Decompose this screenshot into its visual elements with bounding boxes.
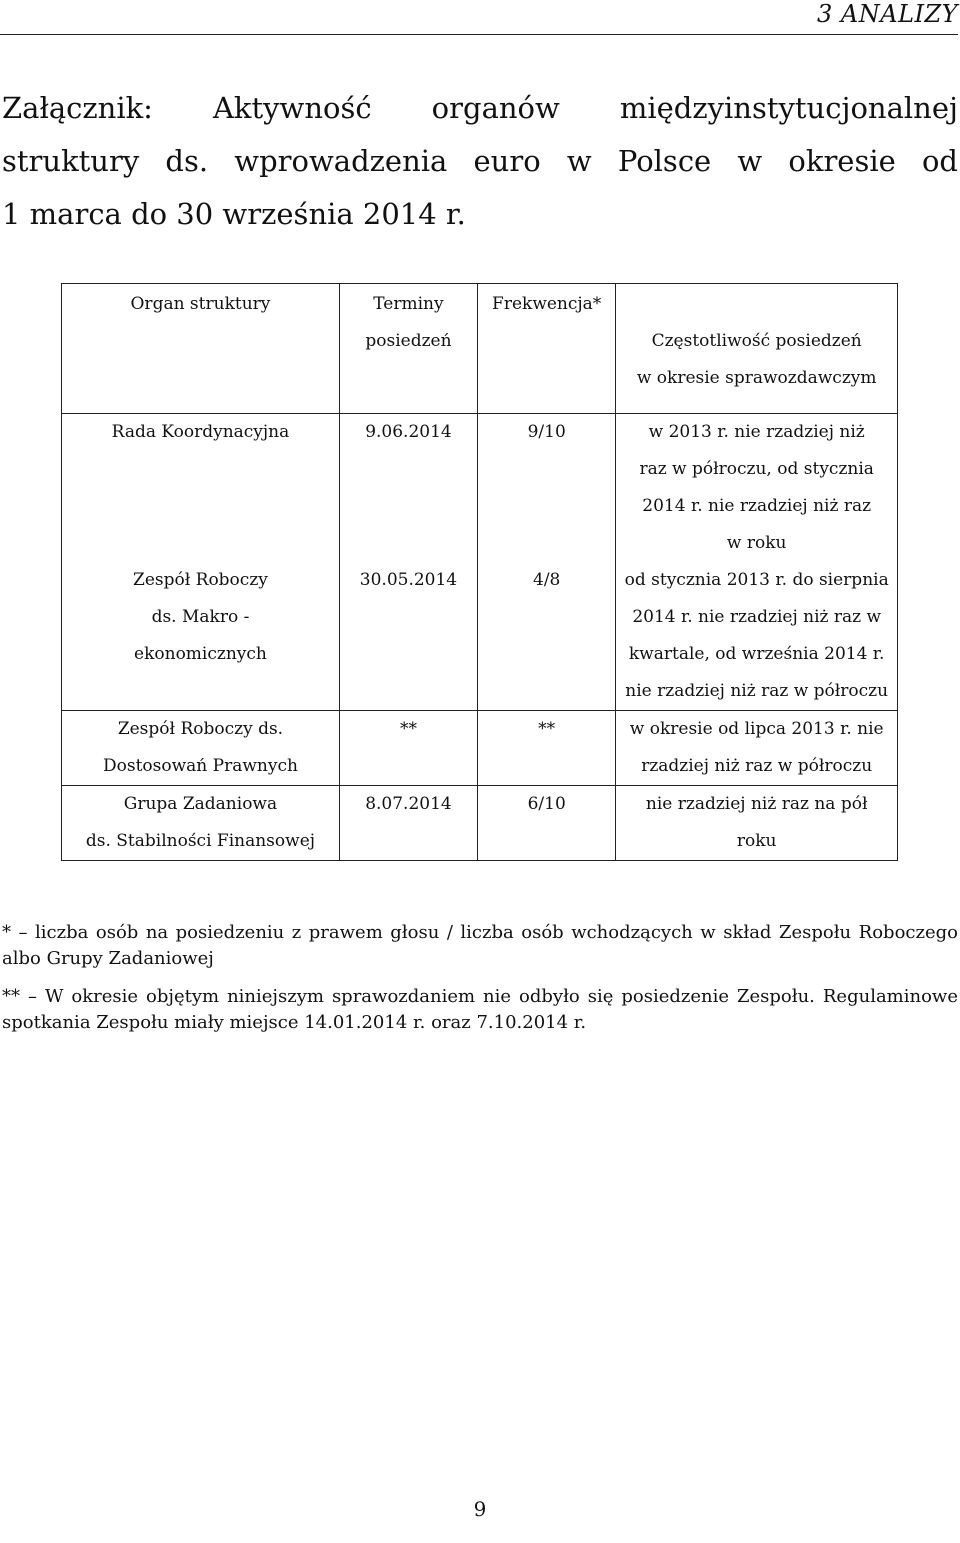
footnotes: [2, 920, 958, 1048]
dates-cell: [339, 711, 477, 786]
table-row: [62, 711, 898, 786]
table-row: [62, 414, 898, 563]
cell-line: Częstotliwość posiedzeń: [651, 331, 862, 351]
cell-line: 2014 r. nie rzadziej niż raz: [642, 496, 872, 516]
cell-line: w okresie sprawozdawczym: [636, 368, 877, 388]
header-frequency-cell: [616, 284, 898, 414]
footnote: * – liczba osób na posiedzeniu z prawem głosu / liczba osób wchodzących w skład Zespołu Roboczego albo Grupy Zadaniowej: [2, 922, 958, 969]
cell-line: w 2013 r. nie rzadziej niż: [648, 422, 865, 442]
cell-line: ekonomicznych: [134, 644, 267, 664]
cell-line: raz w półroczu, od stycznia: [639, 459, 874, 479]
cell-line: Zespół Roboczy ds.: [117, 719, 284, 739]
frequency-cell: [616, 414, 898, 563]
dates-cell: [339, 786, 477, 861]
title-line: Załącznik: Aktywność organów międzyinstytucjonalnej: [2, 91, 958, 125]
cell-line: Rada Koordynacyjna: [111, 422, 290, 442]
organ-cell: [62, 711, 340, 786]
section-title: [2, 82, 958, 241]
cell-line: ds. Stabilności Finansowej: [85, 831, 316, 851]
organ-cell: [62, 562, 340, 711]
cell-line: w okresie od lipca 2013 r. nie: [629, 719, 884, 739]
header-dates-cell: [339, 284, 477, 414]
cell-line: nie rzadziej niż raz na pół: [645, 794, 868, 814]
cell-line: posiedzeń: [365, 331, 452, 351]
cell-line: 2014 r. nie rzadziej niż raz w: [632, 607, 882, 627]
cell-line: 30.05.2014: [359, 570, 458, 590]
title-line: 1 marca do 30 września 2014 r.: [2, 197, 466, 231]
cell-line: rzadziej niż raz w półroczu: [641, 756, 873, 776]
cell-line: ds. Makro -: [151, 607, 250, 627]
cell-line: Zespół Roboczy: [133, 570, 268, 590]
page-number: 9: [473, 1497, 487, 1521]
cell-line: nie rzadziej niż raz w półroczu: [625, 681, 889, 701]
running-head: 3 ANALIZY: [817, 0, 958, 28]
attendance-cell: [478, 711, 616, 786]
organ-cell: [62, 786, 340, 861]
header-rule: [0, 34, 958, 35]
cell-line: 4/8: [533, 570, 561, 590]
activity-table: [61, 283, 898, 861]
cell-line: Frekwencja*: [492, 294, 602, 314]
cell-line: Organ struktury: [130, 294, 271, 314]
header-attendance-cell: [478, 284, 616, 414]
table-row: [62, 562, 898, 711]
frequency-cell: [616, 786, 898, 861]
cell-line: Terminy: [373, 294, 444, 314]
table-header-row: [62, 284, 898, 414]
dates-cell: [339, 414, 477, 563]
footnote: ** – W okresie objętym niniejszym sprawozdaniem nie odbyło się posiedzenie Zespołu. Regulaminowe spotkania Zespołu miały miejsce 14.01.2014 r. oraz 7.10.2014 r.: [2, 986, 958, 1033]
header-organ-cell: [62, 284, 340, 414]
cell-line: Grupa Zadaniowa: [123, 794, 278, 814]
title-line: struktury ds. wprowadzenia euro w Polsce w okresie od: [2, 144, 958, 178]
attendance-cell: [478, 562, 616, 711]
attendance-cell: [478, 786, 616, 861]
attendance-cell: [478, 414, 616, 563]
cell-line: 6/10: [527, 794, 566, 814]
cell-line: **: [399, 719, 417, 739]
cell-line: roku: [736, 831, 777, 851]
cell-line: Dostosowań Prawnych: [102, 756, 298, 776]
cell-line: kwartale, od września 2014 r.: [628, 644, 885, 664]
organ-cell: [62, 414, 340, 563]
cell-line: w roku: [726, 533, 787, 553]
cell-line: **: [538, 719, 556, 739]
cell-line: od stycznia 2013 r. do sierpnia: [624, 570, 889, 590]
cell-line: 9/10: [527, 422, 566, 442]
cell-line: [616, 286, 897, 323]
cell-line: 9.06.2014: [365, 422, 452, 442]
frequency-cell: [616, 562, 898, 711]
table-row: [62, 786, 898, 861]
cell-line: 8.07.2014: [365, 794, 452, 814]
dates-cell: [339, 562, 477, 711]
frequency-cell: [616, 711, 898, 786]
